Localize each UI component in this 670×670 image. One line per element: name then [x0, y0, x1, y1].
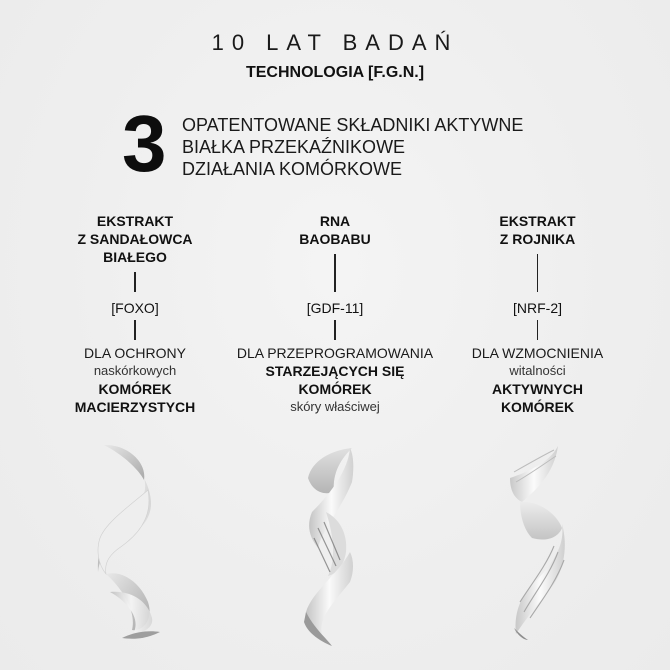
connector-line — [334, 320, 336, 340]
connector-line — [334, 254, 336, 292]
protein-code: [GDF-11] — [306, 300, 364, 316]
desc-line: skóry właściwej — [290, 399, 380, 414]
ingredient-description — [455, 344, 620, 416]
intro-list — [182, 114, 523, 180]
intro-line: BIAŁKA PRZEKAŹNIKOWE — [182, 137, 406, 157]
intro-line: OPATENTOWANE SKŁADNIKI AKTYWNE — [182, 115, 524, 135]
desc-line: KOMÓREK — [298, 381, 372, 397]
intro-line: DZIAŁANIA KOMÓRKOWE — [182, 159, 403, 179]
big-number: 3 — [122, 99, 167, 188]
source-line: BIAŁEGO — [103, 249, 167, 265]
headline: 10 LAT BADAŃ — [211, 30, 459, 55]
protein-code: [FOXO] — [111, 300, 159, 316]
source-line: EKSTRAKT — [96, 213, 174, 229]
technology-subtitle: TECHNOLOGIA [F.G.N.] — [245, 64, 425, 81]
helix-ribbon-icon — [82, 442, 192, 667]
source-line: RNA — [319, 213, 351, 229]
helix-ribbon-icon — [484, 442, 599, 667]
source-line: Z SANDAŁOWCA — [77, 231, 193, 247]
desc-line: KOMÓREK — [98, 381, 172, 397]
protein-code: [NRF-2] — [513, 300, 562, 316]
ingredient-column-sandalwood — [50, 212, 220, 416]
desc-line: KOMÓREK — [500, 399, 575, 415]
connector-line — [537, 320, 539, 340]
source-line: Z ROJNIKA — [499, 231, 576, 247]
desc-line: witalności — [509, 363, 566, 378]
ingredient-source — [455, 212, 620, 248]
desc-line: STARZEJĄCYCH SIĘ — [265, 363, 405, 379]
helix-ribbon-icon — [282, 442, 392, 667]
desc-line: MACIERZYSTYCH — [74, 399, 196, 415]
ingredient-description — [50, 344, 220, 416]
ingredient-source — [225, 212, 445, 248]
ingredient-column-houseleek — [455, 212, 620, 416]
connector-line — [134, 320, 136, 340]
ingredient-source — [50, 212, 220, 266]
source-line: BAOBABU — [299, 231, 371, 247]
ingredient-column-baobab — [225, 212, 445, 416]
desc-line: DLA WZMOCNIENIA — [471, 345, 604, 361]
ingredient-description — [225, 344, 445, 416]
connector-line — [537, 254, 539, 292]
source-line: EKSTRAKT — [499, 213, 576, 229]
desc-line: naskórkowych — [93, 363, 177, 378]
desc-line: DLA PRZEPROGRAMOWANIA — [236, 345, 434, 361]
desc-line: DLA OCHRONY — [84, 345, 186, 361]
connector-line — [134, 272, 136, 292]
desc-line: AKTYWNYCH — [492, 381, 583, 397]
